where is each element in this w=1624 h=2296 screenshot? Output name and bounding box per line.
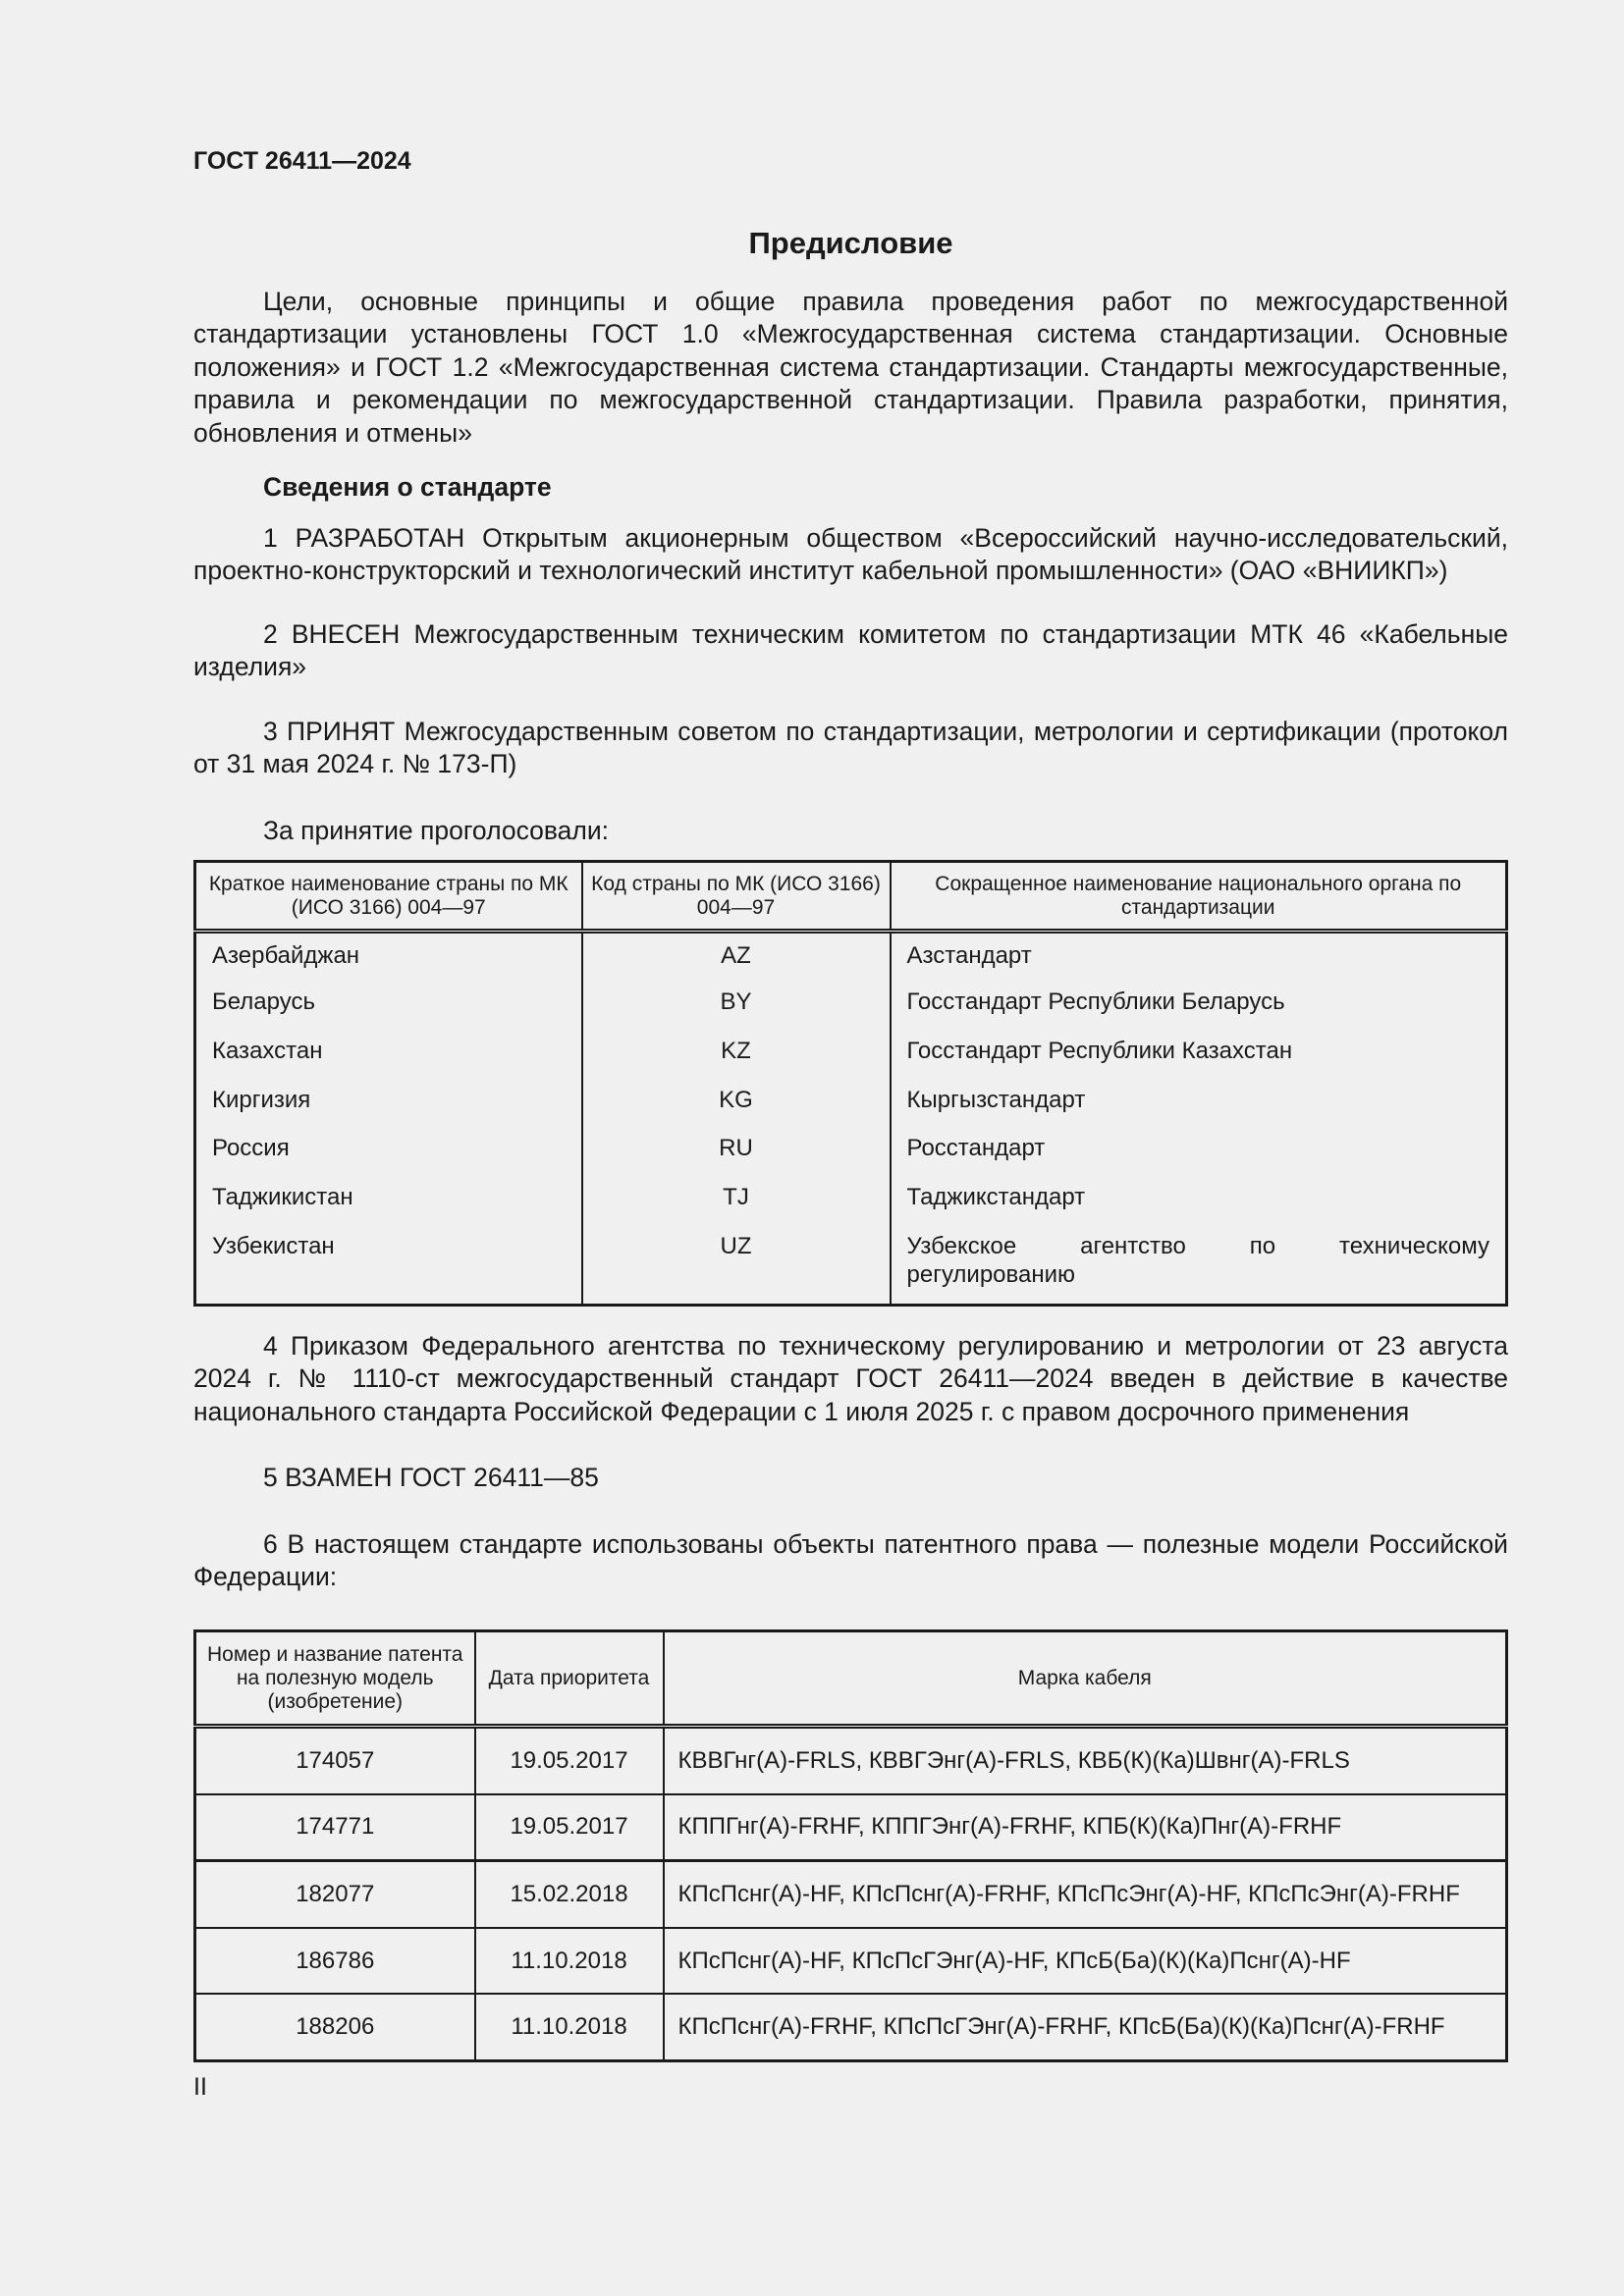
item-4: 4 Приказом Федерального агентства по техническому регулированию и метрологии от 23 августа 2024 г. № 1110-ст межгосударственный стандарт ГОСТ 26411—2024 введен в действие в качестве национального стандарта Российской Федерации с 1 июля 2025 г. с правом досрочного применения (193, 1331, 1508, 1426)
country-code: BY (582, 980, 891, 1029)
table-row (195, 1126, 1507, 1175)
standards-body: Азстандарт (891, 932, 1507, 981)
cable-brand: КВВГнг(А)-FRLS, КВВГЭнг(А)-FRLS, КВБ(К)(Ка)Швнг(А)-FRLS (664, 1727, 1507, 1794)
page-title: Предисловие (748, 226, 953, 260)
country-code: UZ (582, 1224, 891, 1306)
column-header: Краткое наименование страны по МК (ИСО 3166) 004—97 (195, 862, 582, 932)
priority-date: 11.10.2018 (475, 1994, 664, 2060)
table-row (195, 1861, 1507, 1928)
column-header: Номер и название патента на полезную модель (изобретение) (195, 1631, 475, 1727)
column-header: Марка кабеля (664, 1631, 1507, 1727)
intro-paragraph: Цели, основные принципы и общие правила проведения работ по межгосударственной стандартизации установлены ГОСТ 1.0 «Межгосударственная система стандартизации. Основные положения» и ГОСТ 1.2 «Межгосударственная система стандартизации. Стандарты межгосударственные, правила и рекомендации по межгосударственной стандартизации. Правила разработки, принятия, обновления и отмены» (193, 287, 1508, 448)
table-row (195, 1078, 1507, 1127)
cable-brand: КПсПснг(А)-FRHF, КПсПсГЭнг(А)-FRHF, КПсБ(Ба)(К)(Ка)Пснг(А)-FRHF (664, 1994, 1507, 2060)
item-1: 1 РАЗРАБОТАН Открытым акционерным обществом «Всероссийский научно-исследовательский, проектно-конструкторский и технологический институт кабельной промышленности» (ОАО «ВНИИКП») (193, 523, 1508, 586)
table-row (195, 1224, 1507, 1306)
patent-table (193, 1629, 1508, 2062)
item-2: 2 ВНЕСЕН Межгосударственным техническим комитетом по стандартизации МТК 46 «Кабельные изделия» (193, 619, 1508, 682)
column-header: Код страны по МК (ИСО 3166) 004—97 (582, 862, 891, 932)
country-name: Киргизия (195, 1078, 582, 1127)
priority-date: 11.10.2018 (475, 1928, 664, 1995)
table-row (195, 980, 1507, 1029)
priority-date: 19.05.2017 (475, 1794, 664, 1861)
country-code: AZ (582, 932, 891, 981)
priority-date: 15.02.2018 (475, 1861, 664, 1928)
table-row (195, 1029, 1507, 1078)
patent-number: 182077 (195, 1861, 475, 1928)
priority-date: 19.05.2017 (475, 1727, 664, 1794)
table-row (195, 1727, 1507, 1794)
country-name: Беларусь (195, 980, 582, 1029)
country-name: Азербайджан (195, 932, 582, 981)
votes-table (193, 860, 1508, 1307)
table-row (195, 932, 1507, 981)
table-row (195, 1175, 1507, 1224)
cable-brand: КППГнг(А)-FRHF, КППГЭнг(А)-FRHF, КПБ(К)(Ка)Пнг(А)-FRHF (664, 1794, 1507, 1861)
cable-brand: КПсПснг(А)-HF, КПсПсГЭнг(А)-HF, КПсБ(Ба)(К)(Ка)Пснг(А)-HF (664, 1928, 1507, 1995)
country-name: Россия (195, 1126, 582, 1175)
country-code: RU (582, 1126, 891, 1175)
document-header: ГОСТ 26411—2024 (193, 147, 411, 175)
page-number: II (193, 2073, 207, 2101)
country-code: TJ (582, 1175, 891, 1224)
column-header: Дата приоритета (475, 1631, 664, 1727)
votes-intro: За принятие проголосовали: (263, 816, 610, 845)
cable-brand: КПсПснг(А)-HF, КПсПснг(А)-FRHF, КПсПсЭнг(А)-HF, КПсПсЭнг(А)-FRHF (664, 1861, 1507, 1928)
country-code: KZ (582, 1029, 891, 1078)
column-header: Сокращенное наименование национального органа по стандартизации (891, 862, 1507, 932)
patent-number: 186786 (195, 1928, 475, 1995)
item-3: 3 ПРИНЯТ Межгосударственным советом по стандартизации, метрологии и сертификации (протокол от 31 мая 2024 г. № 173-П) (193, 717, 1508, 779)
country-code: KG (582, 1078, 891, 1127)
country-name: Казахстан (195, 1029, 582, 1078)
patent-number: 174057 (195, 1727, 475, 1794)
table-row (195, 1994, 1507, 2060)
country-name: Узбекистан (195, 1224, 582, 1306)
standards-body: Госстандарт Республики Беларусь (891, 980, 1507, 1029)
standards-body: Росстандарт (891, 1126, 1507, 1175)
standards-body: Кыргызстандарт (891, 1078, 1507, 1127)
country-name: Таджикистан (195, 1175, 582, 1224)
section-title: Сведения о стандарте (263, 472, 552, 502)
patent-number: 174771 (195, 1794, 475, 1861)
table-row (195, 1794, 1507, 1861)
patent-number: 188206 (195, 1994, 475, 2060)
item-5: 5 ВЗАМЕН ГОСТ 26411—85 (263, 1463, 599, 1492)
standards-body: Госстандарт Республики Казахстан (891, 1029, 1507, 1078)
item-6: 6 В настоящем стандарте использованы объекты патентного права — полезные модели Российской Федерации: (193, 1529, 1508, 1592)
table-row (195, 1928, 1507, 1995)
standards-body: Узбекское агентство по техническому регулированию (891, 1224, 1507, 1306)
standards-body: Таджикстандарт (891, 1175, 1507, 1224)
